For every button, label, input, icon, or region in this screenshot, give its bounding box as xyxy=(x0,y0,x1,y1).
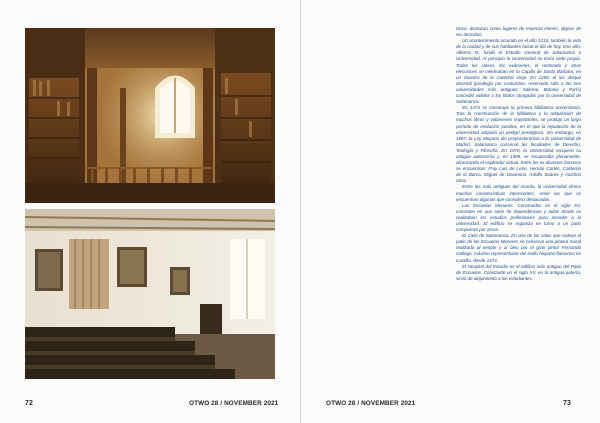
right-page-number: 73 xyxy=(563,400,571,407)
paragraph-es: En 1474 se construyó la primera biblioteca universitaria. Tras la construcción de la biblioteca y la adquisición de muchos libros y volúmenes importantes, se produjo un largo período de evolución positiva, en el que la reputación de la universidad adquirió un pedigrí prestigioso. Sin embargo, en 1857, la Ley Moyano dio preponderancia a la Universidad de Madrid. Salamanca conservó las facultades de Derecho, Teología y Filosofía. En 1970, la Universidad recuperó su antigua autonomía y, en 1985, se recuperaba plenamente, alcanzando el esplendor actual. Entre los ex alumnos famosos se encuentran: Fray Luis de León, Hernán Cortés, Calderón de la Barca, Miguel de Unamuno, Adolfo Suárez y muchos otros. xyxy=(456,105,581,184)
paragraph-es: Deco, destacan como lugares de especial interés, dignos de ser descritos. xyxy=(456,26,581,38)
spanish-article-column xyxy=(456,26,581,382)
paragraph-es: Un acontecimiento ocurrido en el año 1218, también la vida de la ciudad y de sus habitantes hasta el día de hoy. Ese año, Alfonso IX, fundó el Estudio General de Salamanca o Universidad. Al principio la Universidad no tenía sede propia. Todas las clases, los exámenes, el rectorado y otras elecciones se celebraban en la Capilla de Santa Bárbara, en un claustro de la Catedral Vieja. En 1255, el ius ubique docendi (privilegio por costumbre, reservado sólo a las tres universidades más antiguas: Salerno, Bolonia y París) concedió validez a los títulos otorgados por la universidad de Salamanca. xyxy=(456,38,581,105)
left-footer xyxy=(25,400,33,407)
right-issue-label: OTWO 28 / NOVEMBER 2021 xyxy=(326,400,416,407)
paragraph-es: El Cielo de Salamanca. En una de las salas que rodean el patio de las Escuelas Menores se conserva una pintura mural realizada al temple y al óleo por el gran pintor Fernando Gallego, máximo representante del estilo hispano-flamenco en Castilla, desde 1473. xyxy=(456,233,581,263)
left-issue-label: OTWO 28 / NOVEMBER 2021 xyxy=(189,400,279,407)
english-article-column-continued xyxy=(326,26,451,382)
paragraph-es: Entre las más antiguas del mundo, la universidad ofrece muchas características interesantes, entre las que se encuentran algunas que considero destacadas. xyxy=(456,184,581,202)
hall-photo xyxy=(25,209,275,379)
right-page xyxy=(300,0,600,423)
library-photo xyxy=(25,28,275,203)
left-page-number: 72 xyxy=(25,400,33,407)
right-footer xyxy=(563,400,571,407)
paragraph-es: Las Escuelas Menores. Construidas en el siglo XV, consisten en una serie de dependencias y aulas donde se realizaban los estudios preliminares para acceder a la universidad. El edificio se organiza en torno a un patio compuesto por arcos. xyxy=(456,202,581,233)
paragraph-es: El Hospital del Estudio es el edificio más antiguo del Patio de Escuelas. Construido en el siglo XV, en la antigua judería, sirvió de alojamiento a los estudiantes. xyxy=(456,263,581,281)
